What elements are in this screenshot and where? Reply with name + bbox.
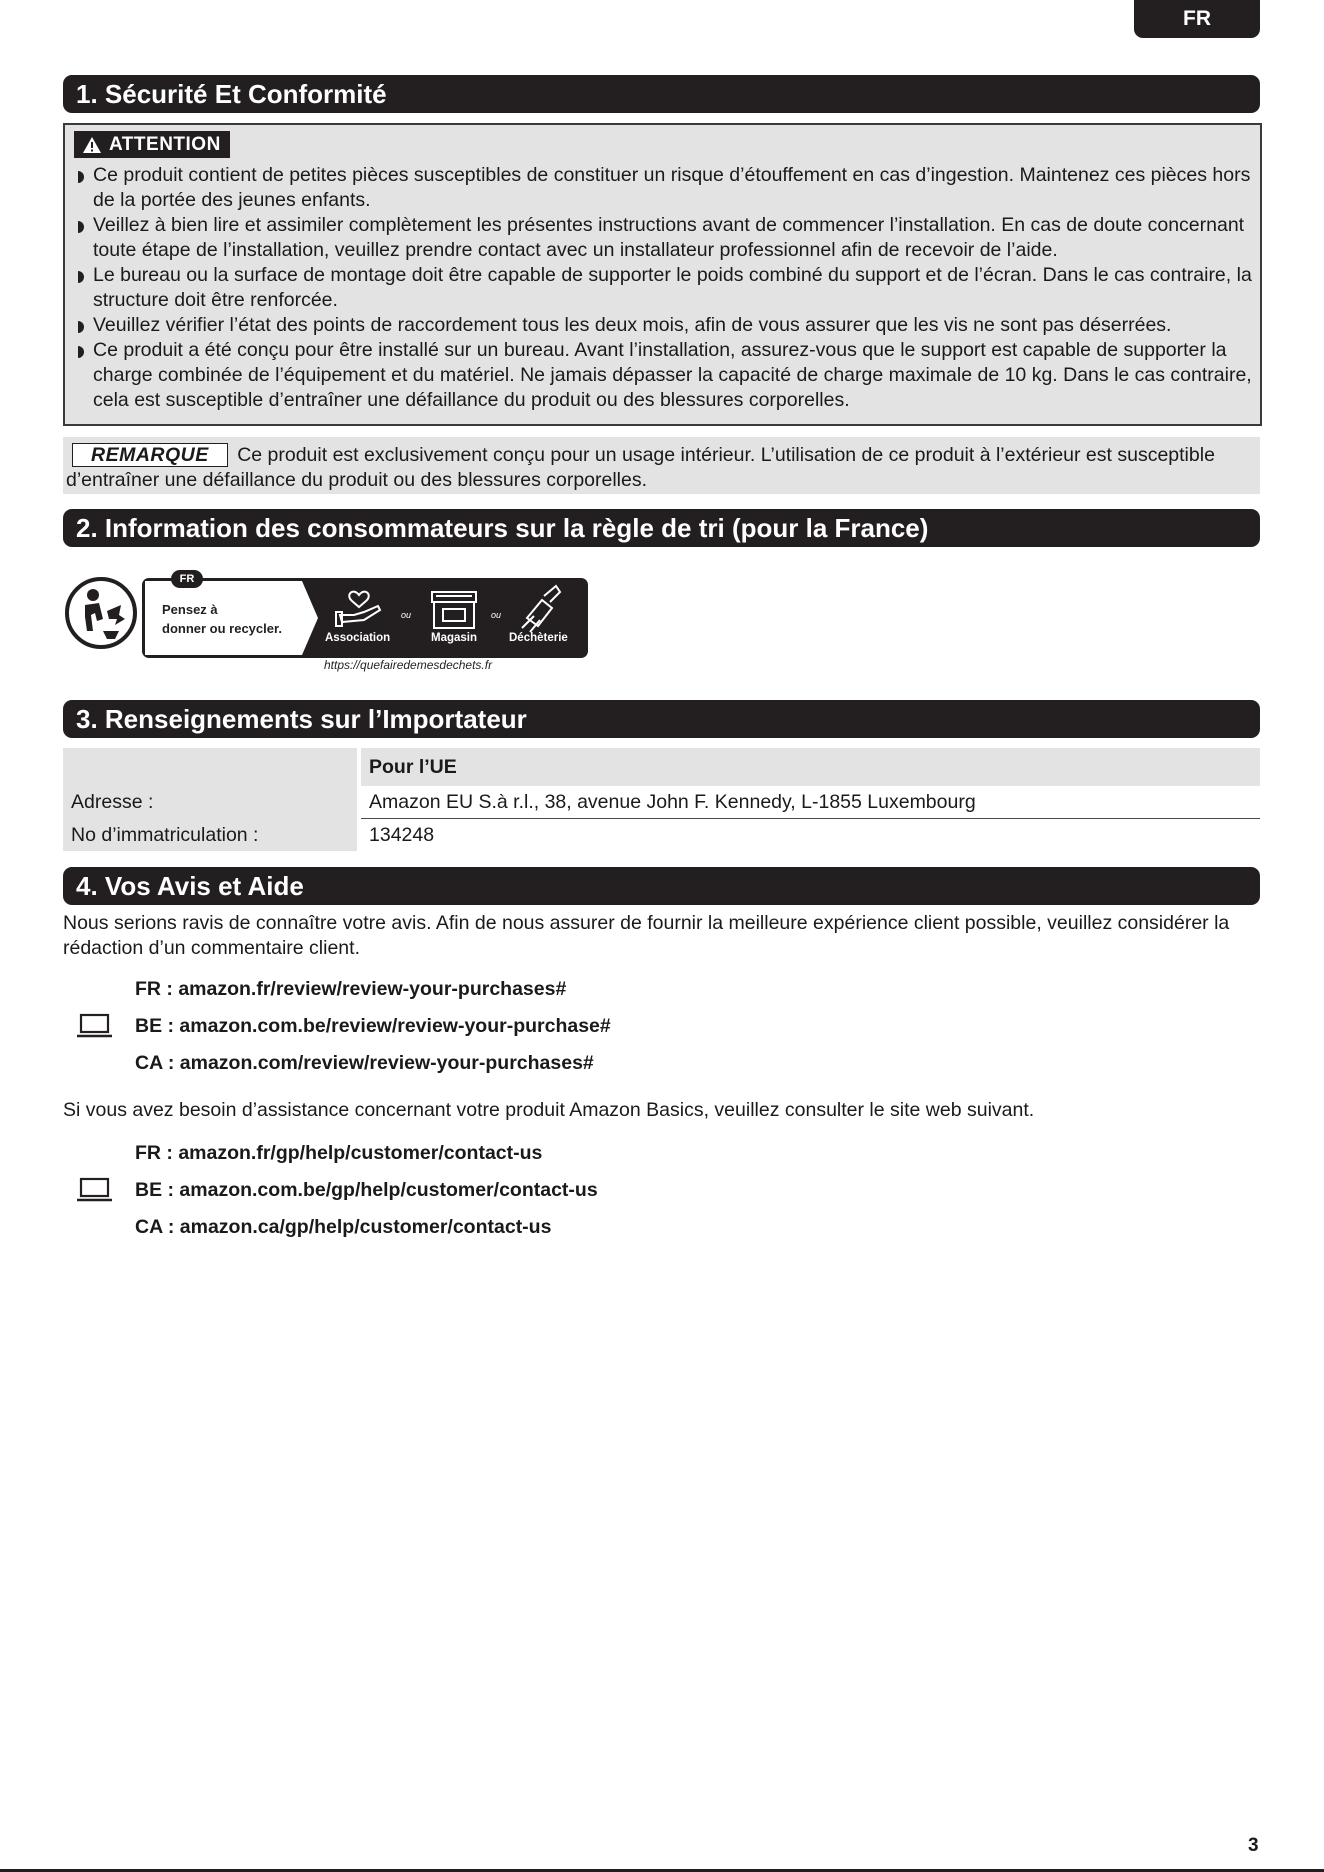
recycling-option-magasin: Magasin: [431, 632, 478, 644]
list-item: Le bureau ou la surface de montage doit être capable de supporter le poids combiné du support et de l’écran. Dans le cas contraire, la structure doit être renforcée.: [75, 263, 1255, 313]
table-row: [63, 748, 1260, 786]
review-links: [135, 977, 611, 1088]
table-row-label: No d’immatriculation :: [63, 819, 357, 851]
table-cell: [63, 748, 357, 786]
attention-box: [63, 123, 1262, 426]
section-heading-safety: 1. Sécurité Et Conformité: [63, 75, 1260, 113]
help-link-fr[interactable]: FR : amazon.fr/gp/help/customer/contact-us: [135, 1142, 543, 1164]
review-link-ca[interactable]: CA : amazon.com/review/review-your-purchases#: [135, 1052, 594, 1074]
help-links: [135, 1141, 598, 1252]
list-item: Ce produit contient de petites pièces susceptibles de constituer un risque d’étouffement en cas d’ingestion. Maintenez ces pièces hors de la portée des jeunes enfants.: [75, 163, 1255, 213]
attention-list: [75, 163, 1255, 413]
recycling-option-association: Association: [325, 632, 391, 644]
attention-badge: [74, 131, 230, 158]
laptop-icon: [76, 1013, 113, 1039]
table-cell: Amazon EU S.à r.l., 38, avenue John F. Kennedy, L-1855 Luxembourg: [361, 786, 1260, 819]
recycling-or: ou: [491, 610, 502, 620]
page-number: 3: [1248, 1835, 1259, 1856]
table-cell: 134248: [369, 823, 435, 846]
table-row-label: Adresse :: [63, 786, 357, 819]
help-link-ca[interactable]: CA : amazon.ca/gp/help/customer/contact-us: [135, 1216, 552, 1238]
recycling-fr-badge: FR: [171, 570, 203, 588]
warning-icon: [82, 136, 102, 154]
list-item: Veuillez vérifier l’état des points de raccordement tous les deux mois, afin de vous assurer que les vis ne sont pas déserrées.: [75, 313, 1255, 338]
help-intro: Si vous avez besoin d’assistance concernant votre produit Amazon Basics, veuillez consulter le site web suivant.: [63, 1099, 1035, 1121]
review-link-be[interactable]: BE : amazon.com.be/review/review-your-purchase#: [135, 1015, 611, 1037]
review-link-fr[interactable]: FR : amazon.fr/review/review-your-purchases#: [135, 978, 567, 1000]
table-column-header: Pour l’UE: [361, 748, 1260, 786]
language-tab: FR: [1134, 0, 1260, 38]
list-item: Veillez à bien lire et assimiler complètement les présentes instructions avant de commencer l’installation. En cas de doute concernant toute étape de l’installation, veuillez prendre contact avec un installateur professionnel afin de recevoir de l’aide.: [75, 213, 1255, 263]
attention-label: ATTENTION: [109, 134, 221, 155]
importer-table: [63, 748, 1260, 851]
feedback-intro: Nous serions ravis de connaître votre avis. Afin de nous assurer de fournir la meilleure expérience client possible, veuillez considérer la rédaction d’un commentaire client.: [63, 912, 1230, 959]
help-link-be[interactable]: BE : amazon.com.be/gp/help/customer/contact-us: [135, 1179, 598, 1201]
recycling-line-1: Pensez à: [162, 602, 218, 617]
recycling-message: [162, 600, 282, 638]
section-heading-feedback: 4. Vos Avis et Aide: [63, 867, 1260, 905]
recycling-url[interactable]: https://quefairedemesdechets.fr: [324, 658, 493, 672]
laptop-icon: [76, 1177, 113, 1203]
triman-logo: [63, 575, 139, 651]
recycling-option-decheterie: Déchèterie: [509, 632, 568, 644]
section-heading-sorting: 2. Information des consommateurs sur la règle de tri (pour la France): [63, 509, 1260, 547]
recycling-line-2: donner ou recycler.: [162, 621, 282, 636]
remarque-label: REMARQUE: [72, 443, 228, 467]
remarque-box: [63, 437, 1260, 494]
table-row: [63, 819, 1260, 851]
list-item: Ce produit a été conçu pour être installé sur un bureau. Avant l’installation, assurez-vous que le support est capable de supporter la charge combinée de l’équipement et du matériel. Ne jamais dépasser la capacité de charge maximale de 10 kg. Dans le cas contraire, cela est susceptible d’entraîner une défaillance du produit ou des blessures corporelles.: [75, 338, 1255, 413]
recycling-or: ou: [401, 610, 412, 620]
remarque-text: Ce produit est exclusivement conçu pour un usage intérieur. L’utilisation de ce produit à l’extérieur est susceptible d’entraîner une défaillance du produit ou des blessures corporelles.: [66, 444, 1215, 491]
table-row: [63, 786, 1260, 819]
section-heading-importer: 3. Renseignements sur l’Importateur: [63, 700, 1260, 738]
